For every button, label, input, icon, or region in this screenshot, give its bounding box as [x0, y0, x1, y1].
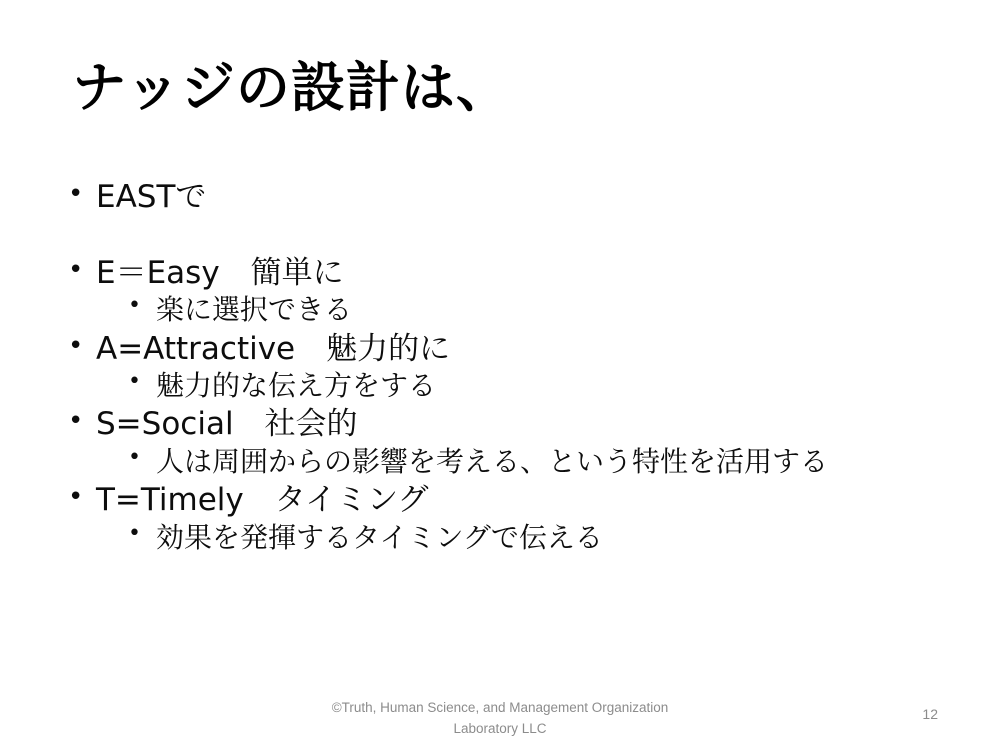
list-item: • 効果を発揮するタイミングで伝える — [120, 521, 942, 555]
list-item — [62, 254, 942, 328]
list-item: • 魅力的な伝え方をする — [120, 369, 942, 403]
content-bullet-list — [62, 178, 942, 557]
sub-bullet-list — [96, 521, 942, 555]
list-item — [62, 481, 942, 555]
list-item — [62, 178, 942, 218]
list-item: • 人は周囲からの影響を考える、という特性を活用する — [120, 445, 942, 479]
bullet-text: E＝Easy 簡単に — [96, 254, 344, 291]
bullet-text: A=Attractive 魅力的に — [96, 330, 451, 367]
list-item — [62, 330, 942, 404]
page-title: ナッジの設計は、 — [72, 56, 511, 119]
sub-bullet-list — [96, 369, 942, 403]
footer-line-2: Laboratory LLC — [453, 721, 547, 737]
bullet-text: S=Social 社会的 — [96, 406, 358, 443]
list-item — [62, 405, 942, 479]
page-number: 12 — [922, 706, 938, 722]
footer-line-1: ©Truth, Human Science, and Management Organization — [331, 700, 669, 716]
slide-footer — [0, 698, 1000, 740]
bullet-text: T=Timely タイミング — [96, 482, 429, 519]
bullet-text: EASTで — [96, 179, 207, 215]
list-item: • 楽に選択できる — [120, 293, 942, 327]
sub-bullet-list — [96, 293, 942, 327]
sub-bullet-list — [96, 445, 942, 479]
